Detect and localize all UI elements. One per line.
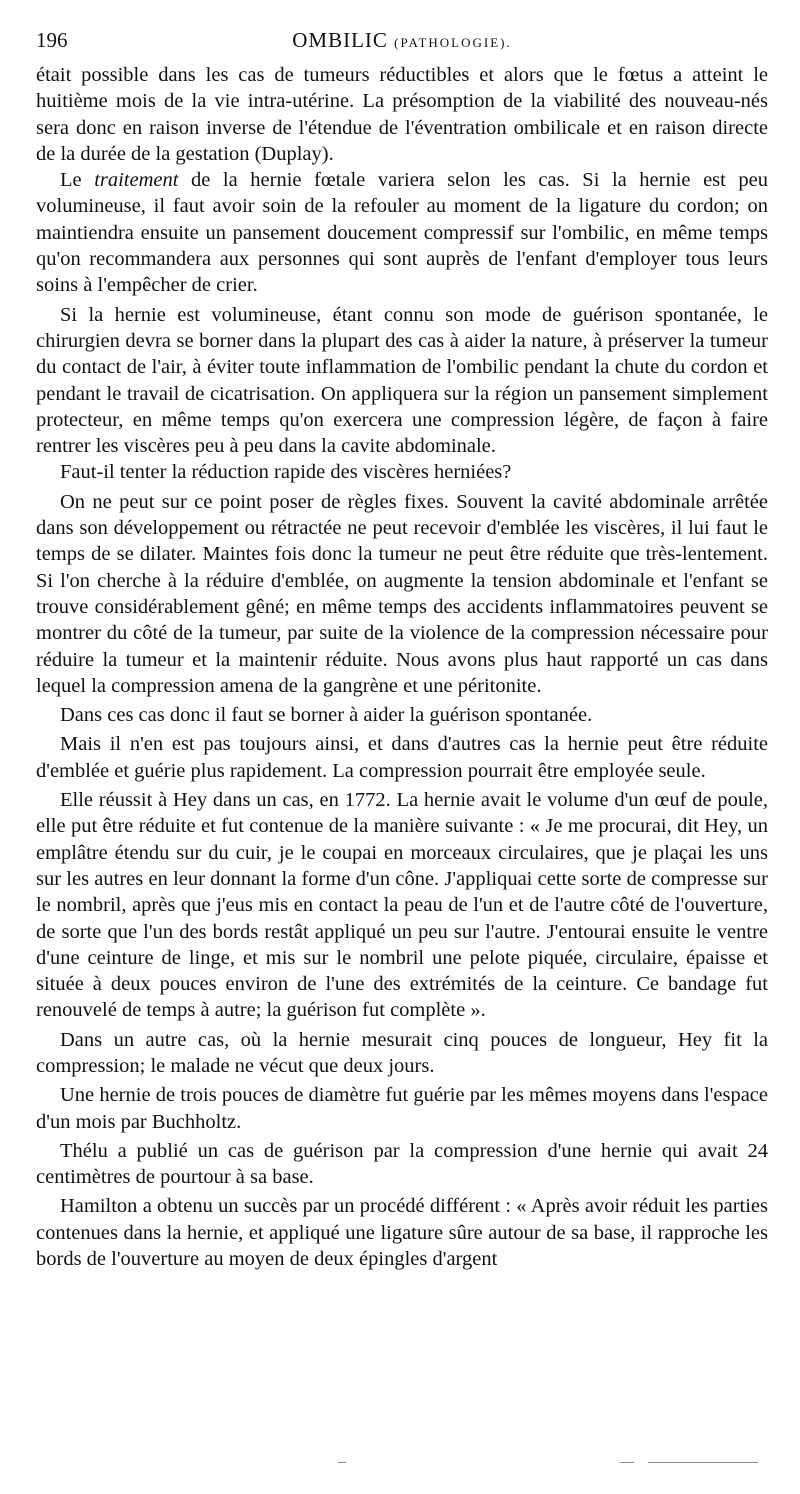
scan-marks xyxy=(0,1462,800,1466)
paragraph: Elle réussit à Hey dans un cas, en 1772. La hernie avait le volume d'un œuf de poule, elle put être réduite et fut contenue de la manière suivante : « Je me procurai, dit Hey, un emplâtre étendu sur du cuir, je le coupai en morceaux circulaires, que je plaçai les uns sur les autres en leur donnant la forme d'un cône. J'appliquai cette sorte de compresse sur le nombril, après que j'eus mis en contact la peau de l'un et de l'autre côté de l'ouverture, de sorte que l'un des bords restât appliqué un peu sur l'autre. J'entourai ensuite le ventre d'une ceinture de linge, et mis sur le nombril une pelote piquée, circulaire, épaisse et située à deux pouces environ de l'une des extrémités de la ceinture. Ce bandage fut renouvelé de temps à autre; la guérison fut complète ». xyxy=(36,789,768,1022)
paragraph: Hamilton a obtenu un succès par un procédé différent : « Après avoir réduit les parties contenues dans la hernie, et appliqué une ligature sûre autour de sa base, il rapproche les bords de l'ouverture au moyen de deux épingles d'argent xyxy=(36,1195,768,1271)
scan-mark xyxy=(338,1462,346,1463)
paragraph: Une hernie de trois pouces de diamètre fut guérie par les mêmes moyens dans l'espace d'un mois par Buchholtz. xyxy=(36,1084,768,1133)
page-header xyxy=(36,28,768,58)
paragraph: Dans ces cas donc il faut se borner à aider la guérison spontanée. xyxy=(60,704,593,727)
running-title-sub: (PATHOLOGIE). xyxy=(394,35,512,50)
paragraph: On ne peut sur ce point poser de règles fixes. Souvent la cavité abdominale arrêtée dans son développement ou rétractée ne peut recevoir d'emblée les viscères, il lui faut le temps de se dilater. Maintes fois donc la tumeur ne peut être réduite que très-lentement. Si l'on cherche à la réduire d'emblée, on augmente la tension abdominale et l'enfant se trouve considérablement gêné; en même temps des accidents inflammatoires peuvent se montrer du côté de la tumeur, par suite de la violence de la compression nécessaire pour réduire la tumeur et la maintenir réduite. Nous avons plus haut rapporté un cas dans lequel la compression amena de la gangrène et une péritonite. xyxy=(36,490,768,697)
paragraph: Si la hernie est volumineuse, étant connu son mode de guérison spontanée, le chirurgien devra se borner dans la plupart des cas à aider la nature, à préserver la tumeur du contact de l'air, à éviter toute inflammation de l'ombilic pendant la chute du cordon et pendant le travail de cicatrisation. On appliquera sur la région un pansement simplement protecteur, en même temps qu'on exercera une compression légère, de façon à faire rentrer les viscères peu à peu dans la cavite abdominale. xyxy=(36,303,768,458)
running-title-main: OMBILIC xyxy=(292,28,388,52)
scan-mark xyxy=(648,1462,758,1463)
text-body xyxy=(36,62,768,1272)
paragraph: Mais il n'en est pas toujours ainsi, et dans d'autres cas la hernie peut être réduite d'emblée et guérie plus rapidement. La compression pourrait être employée seule. xyxy=(36,733,768,782)
paragraph: Faut-il tenter la réduction rapide des viscères herniées? xyxy=(60,461,512,484)
paragraph-text: de la hernie fœtale variera selon les cas. Si la hernie est peu volumineuse, il faut avoir soin de la refouler au moment de la ligature du cordon; on maintiendra ensuite un pansement doucement compressif sur l'ombilic, en même temps qu'on recommandera aux personnes qui sont auprès de l'enfant d'employer tous leurs soins à l'empêcher de crier. xyxy=(36,169,768,297)
page-number: 196 xyxy=(36,28,68,52)
paragraph xyxy=(36,167,768,298)
emphasis-text: traitement xyxy=(94,169,179,192)
scan-mark xyxy=(620,1462,634,1463)
running-title xyxy=(36,28,768,53)
paragraph-text: Le xyxy=(60,169,95,192)
paragraph: Thélu a publié un cas de guérison par la compression d'une hernie qui avait 24 centimètres de pourtour à sa base. xyxy=(36,1139,768,1189)
paragraph: était possible dans les cas de tumeurs réductibles et alors que le fœtus a atteint le huitième mois de la vie intra-utérine. La présomption de la viabilité des nouveau-nés sera donc en raison inverse de l'étendue de l'éventration ombilicale et en raison directe de la durée de la gestation (Duplay). xyxy=(36,64,768,165)
paragraph: Dans un autre cas, où la hernie mesurait cinq pouces de longueur, Hey fit la compression; le malade ne vécut que deux jours. xyxy=(36,1028,768,1077)
